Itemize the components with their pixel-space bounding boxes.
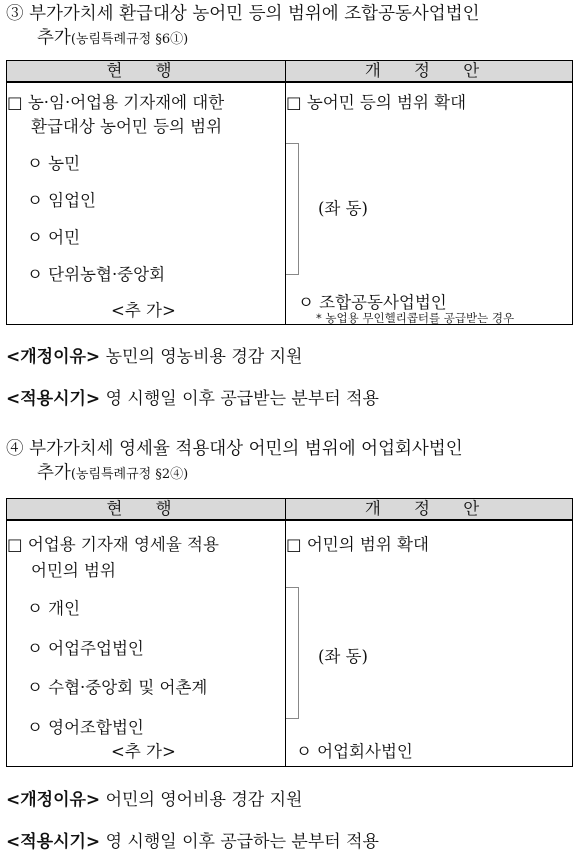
section4-revised-cell xyxy=(286,520,573,767)
section3-timing-label: <적용시기> xyxy=(6,389,101,409)
section4-heading xyxy=(6,437,463,487)
section3-reason-label: <개정이유> xyxy=(6,347,101,367)
section3-revised-cell xyxy=(286,82,573,325)
section4-same-bracket xyxy=(286,587,299,719)
section3-heading xyxy=(6,2,480,52)
section3-same-bracket xyxy=(286,143,299,275)
section4-reason-label: <개정이유> xyxy=(6,790,101,810)
section3-heading-line2: 추가(농림특례규정 §6①) xyxy=(37,28,189,48)
section4-current-item-4: ㅇ 영어조합법인 xyxy=(27,718,144,737)
section3-timing xyxy=(6,384,379,409)
section4-revised-same: (좌 동) xyxy=(318,647,368,666)
section3-timing-text: 영 시행일 이후 공급받는 분부터 적용 xyxy=(105,389,379,409)
section3-heading-ref: (농림특례규정 §6①) xyxy=(70,32,189,47)
section3-revised-same: (좌 동) xyxy=(318,199,368,218)
section4-timing xyxy=(6,827,379,852)
section4-current-item-1: ㅇ 개인 xyxy=(27,599,81,618)
section4-reason-text: 어민의 영어비용 경감 지원 xyxy=(105,790,303,810)
section4-timing-label: <적용시기> xyxy=(6,832,101,852)
section3-current-item-1: ㅇ 농민 xyxy=(27,154,81,173)
section3-col-revised: 개 정 안 xyxy=(286,61,573,83)
section3-current-title-1: □ 농·임·어업용 기자재에 대한 xyxy=(7,93,225,112)
section3-heading-line1: ③ 부가가치세 환급대상 농어민 등의 범위에 조합공동사업법인 xyxy=(6,4,480,24)
section4-col-current: 현 행 xyxy=(7,499,286,521)
section3-revised-note: * 농업용 무인헬리콥터를 공급받는 경우 xyxy=(316,311,515,325)
section4-heading-ref: (농림특례규정 §2④) xyxy=(70,467,189,482)
section3-current-cell xyxy=(7,82,286,325)
section3-current-item-4: ㅇ 단위농협·중앙회 xyxy=(27,265,166,284)
section3-revised-add: ㅇ 조합공동사업법인 xyxy=(298,293,447,312)
section4-current-item-3: ㅇ 수협·중앙회 및 어촌계 xyxy=(27,678,208,697)
section3-current-item-2: ㅇ 임업인 xyxy=(27,191,97,210)
section4-current-cell xyxy=(7,520,286,767)
section4-reason xyxy=(6,785,302,810)
section4-heading-line2: 추가(농림특례규정 §2④) xyxy=(37,463,189,483)
section3-reason xyxy=(6,342,302,367)
section3-current-item-3: ㅇ 어민 xyxy=(27,228,81,247)
section3-reason-text: 농민의 영농비용 경감 지원 xyxy=(105,347,303,367)
section4-current-add: <추 가> xyxy=(111,742,176,761)
section4-revised-title: □ 어민의 범위 확대 xyxy=(286,535,429,554)
section3-revised-title: □ 농어민 등의 범위 확대 xyxy=(286,93,467,112)
section4-current-title-1: □ 어업용 기자재 영세율 적용 xyxy=(7,535,219,554)
section4-revised-add: ㅇ 어업회사법인 xyxy=(296,742,413,761)
section3-current-title-2: 환급대상 농어민 등의 범위 xyxy=(31,117,223,136)
section4-comparison-table xyxy=(6,498,573,767)
section3-current-add: <추 가> xyxy=(111,301,176,320)
section3-comparison-table xyxy=(6,60,573,325)
section4-current-item-2: ㅇ 어업주업법인 xyxy=(27,639,144,658)
section4-current-title-2: 어민의 범위 xyxy=(31,561,116,580)
section3-col-current: 현 행 xyxy=(7,61,286,83)
section4-timing-text: 영 시행일 이후 공급하는 분부터 적용 xyxy=(105,832,379,852)
section4-heading-line1: ④ 부가가치세 영세율 적용대상 어민의 범위에 어업회사법인 xyxy=(6,439,463,459)
section4-col-revised: 개 정 안 xyxy=(286,499,573,521)
